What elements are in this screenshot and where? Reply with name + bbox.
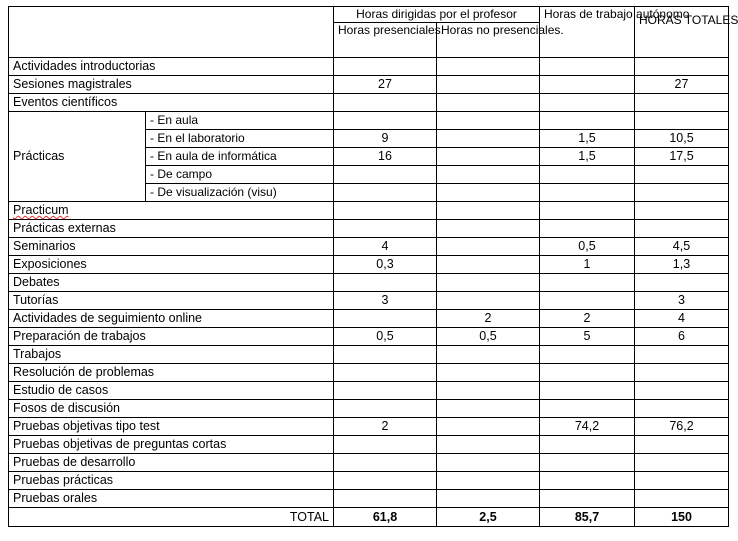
cell-total [635,400,729,418]
table-row [9,364,729,382]
cell-total: 6 [635,328,729,346]
table-row [9,454,729,472]
cell-total: 3 [635,292,729,310]
header-autonomo: Horas de trabajo autónomo [540,7,635,58]
cell-total [635,58,729,76]
cell-autonomo [540,382,635,400]
row-label [9,202,334,220]
total-label: TOTAL [9,508,334,527]
cell-presenciales [334,184,437,202]
row-label: Actividades de seguimiento online [9,310,334,328]
row-label: Estudio de casos [9,382,334,400]
row-label: Resolución de problemas [9,364,334,382]
header-group-professor: Horas dirigidas por el profesor [334,7,540,23]
table-row [9,346,729,364]
row-label: Trabajos [9,346,334,364]
cell-total [635,382,729,400]
cell-no-presenciales [437,400,540,418]
row-label: Seminarios [9,238,334,256]
table-row [9,58,729,76]
cell-presenciales [334,454,437,472]
cell-total: 4 [635,310,729,328]
cell-autonomo [540,184,635,202]
cell-total: 10,5 [635,130,729,148]
cell-presenciales: 4 [334,238,437,256]
cell-autonomo [540,364,635,382]
cell-no-presenciales: 2 [437,310,540,328]
cell-no-presenciales [437,220,540,238]
sub-row-label: - En aula [146,112,334,130]
table-row [9,220,729,238]
cell-autonomo [540,436,635,454]
cell-no-presenciales: 0,5 [437,328,540,346]
table-row [9,436,729,454]
cell-autonomo [540,346,635,364]
cell-autonomo: 2 [540,310,635,328]
header-presenciales: Horas presenciales. [334,23,437,58]
cell-autonomo [540,76,635,94]
cell-total: 4,5 [635,238,729,256]
row-label: Pruebas de desarrollo [9,454,334,472]
row-label: Prácticas externas [9,220,334,238]
cell-autonomo: 1,5 [540,148,635,166]
cell-autonomo [540,490,635,508]
cell-total [635,184,729,202]
table-row [9,400,729,418]
cell-presenciales: 9 [334,130,437,148]
total-horas: 150 [635,508,729,527]
cell-presenciales [334,400,437,418]
cell-presenciales: 2 [334,418,437,436]
row-label: Pruebas objetivas de preguntas cortas [9,436,334,454]
table-row [9,256,729,274]
cell-total [635,166,729,184]
cell-no-presenciales [437,346,540,364]
hours-table [8,6,738,527]
practicum-label-text: Practicum [13,203,69,217]
sub-row-label: - De campo [146,166,334,184]
cell-presenciales [334,472,437,490]
table-row [9,418,729,436]
cell-presenciales [334,220,437,238]
table-row [9,328,729,346]
sub-row-label: - En aula de informática [146,148,334,166]
cell-no-presenciales [437,148,540,166]
cell-presenciales [334,58,437,76]
cell-no-presenciales [437,436,540,454]
cell-total [635,346,729,364]
cell-no-presenciales [437,166,540,184]
cell-autonomo [540,112,635,130]
cell-no-presenciales [437,58,540,76]
table-row [9,112,729,130]
table-row [9,490,729,508]
cell-autonomo: 1 [540,256,635,274]
cell-no-presenciales [437,364,540,382]
row-label: Exposiciones [9,256,334,274]
row-label: Sesiones magistrales [9,76,334,94]
cell-autonomo [540,94,635,112]
cell-total: 27 [635,76,729,94]
cell-presenciales [334,382,437,400]
total-row [9,508,729,527]
cell-presenciales: 27 [334,76,437,94]
total-presenciales: 61,8 [334,508,437,527]
table-row [9,292,729,310]
cell-no-presenciales [437,184,540,202]
cell-autonomo [540,202,635,220]
cell-presenciales: 0,3 [334,256,437,274]
header-no-presenciales: Horas no presenciales. [437,23,540,58]
cell-presenciales [334,310,437,328]
cell-total [635,94,729,112]
row-label: Preparación de trabajos [9,328,334,346]
cell-total [635,112,729,130]
cell-no-presenciales [437,76,540,94]
cell-presenciales [334,94,437,112]
cell-presenciales [334,436,437,454]
row-label: Pruebas prácticas [9,472,334,490]
table-row [9,238,729,256]
row-label: Actividades introductorias [9,58,334,76]
cell-presenciales [334,364,437,382]
sub-row-label: - En el laboratorio [146,130,334,148]
cell-presenciales [334,346,437,364]
cell-total [635,454,729,472]
row-label-practicas: Prácticas [9,112,146,202]
cell-total [635,220,729,238]
header-totales: HORAS TOTALES [635,7,729,58]
cell-autonomo [540,292,635,310]
cell-no-presenciales [437,202,540,220]
header-empty-cell [9,7,334,58]
cell-presenciales: 0,5 [334,328,437,346]
cell-total [635,490,729,508]
row-label: Debates [9,274,334,292]
cell-autonomo: 1,5 [540,130,635,148]
cell-no-presenciales [437,454,540,472]
cell-presenciales [334,274,437,292]
cell-no-presenciales [437,130,540,148]
cell-presenciales [334,112,437,130]
cell-no-presenciales [437,94,540,112]
cell-autonomo [540,220,635,238]
cell-total: 76,2 [635,418,729,436]
table-row [9,202,729,220]
cell-autonomo: 74,2 [540,418,635,436]
cell-presenciales: 3 [334,292,437,310]
total-no-presenciales: 2,5 [437,508,540,527]
cell-total [635,202,729,220]
cell-no-presenciales [437,238,540,256]
header-row-1 [9,7,729,23]
table-row [9,310,729,328]
cell-autonomo [540,274,635,292]
cell-total: 17,5 [635,148,729,166]
cell-autonomo [540,58,635,76]
cell-presenciales: 16 [334,148,437,166]
cell-presenciales [334,166,437,184]
table-row [9,274,729,292]
sub-row-label: - De visualización (visu) [146,184,334,202]
cell-no-presenciales [437,256,540,274]
cell-no-presenciales [437,472,540,490]
cell-no-presenciales [437,490,540,508]
total-autonomo: 85,7 [540,508,635,527]
cell-total [635,364,729,382]
cell-autonomo: 5 [540,328,635,346]
table-row [9,382,729,400]
row-label: Fosos de discusión [9,400,334,418]
cell-total: 1,3 [635,256,729,274]
table-row [9,472,729,490]
row-label: Eventos científicos [9,94,334,112]
cell-no-presenciales [437,112,540,130]
cell-total [635,274,729,292]
cell-autonomo [540,400,635,418]
cell-no-presenciales [437,382,540,400]
cell-total [635,472,729,490]
cell-autonomo [540,472,635,490]
cell-presenciales [334,202,437,220]
cell-no-presenciales [437,274,540,292]
row-label: Pruebas objetivas tipo test [9,418,334,436]
cell-total [635,436,729,454]
cell-autonomo [540,166,635,184]
cell-no-presenciales [437,418,540,436]
row-label: Pruebas orales [9,490,334,508]
cell-presenciales [334,490,437,508]
table-row [9,76,729,94]
cell-no-presenciales [437,292,540,310]
cell-autonomo [540,454,635,472]
table-row [9,94,729,112]
cell-autonomo: 0,5 [540,238,635,256]
row-label: Tutorías [9,292,334,310]
